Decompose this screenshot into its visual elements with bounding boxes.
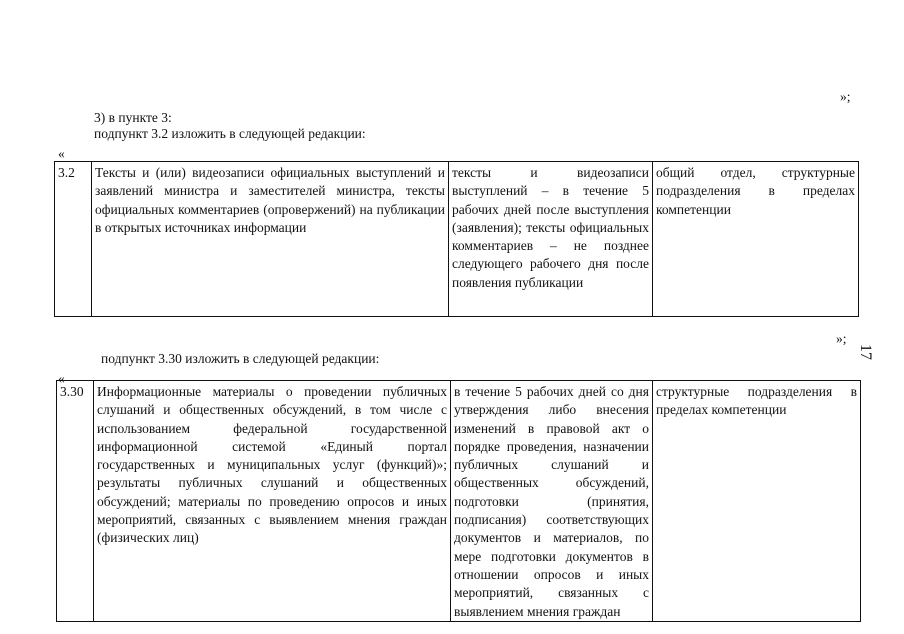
opening-quote-lower: «: [58, 371, 65, 386]
row-number: 3.30: [57, 381, 94, 622]
page-number: 17: [857, 344, 874, 360]
row-responsible: общий отдел, структурные подразделения в пределах компетенции: [653, 162, 859, 317]
table-row: [57, 381, 861, 622]
subitem-instruction-3-2: подпункт 3.2 изложить в следующей редакции:: [94, 126, 366, 141]
row-description: Тексты и (или) видеозаписи официальных выступлений и заявлений министра и заместителей министра, тексты официальных комментариев (опровержений) на публикации в открытых источниках информации: [92, 162, 449, 317]
row-deadline: тексты и видеозаписи выступлений – в течение 5 рабочих дней после выступления (заявления); тексты официальных комментариев – не позднее следующего рабочего дня после появления публикации: [449, 162, 653, 317]
opening-quote-upper: «: [58, 146, 65, 161]
closing-quote-middle: »;: [836, 331, 847, 346]
row-responsible: структурные подразделения в пределах компетенции: [653, 381, 861, 622]
row-deadline: в течение 5 рабочих дней со дня утверждения либо внесения изменений в правовой акт о порядке проведения, назначении публичных слушаний и общественных обсуждений, подготовки (принятия, подписания) соответствующих документов и материалов, по мере подготовки документов в отношении опросов и иных мероприятий, связанных с выявлением мнения граждан: [451, 381, 653, 622]
item-heading: 3) в пункте 3:: [94, 110, 172, 125]
subitem-instruction-3-30: подпункт 3.30 изложить в следующей редакции:: [101, 351, 380, 366]
row-description: Информационные материалы о проведении публичных слушаний и общественных обсуждений, в том числе с использованием федеральной государственной информационной системой «Единый портал государственных и муниципальных услуг (функций)»; результаты публичных слушаний и общественных обсуждений; материалы по проведению опросов и иных мероприятий, связанных с выявлением мнения граждан (физических лиц): [94, 381, 451, 622]
table-subitem-3-2: [54, 161, 859, 317]
row-number: 3.2: [55, 162, 92, 317]
table-row: [55, 162, 859, 317]
table-subitem-3-30: [56, 380, 861, 622]
closing-quote-upper: »;: [840, 89, 851, 104]
